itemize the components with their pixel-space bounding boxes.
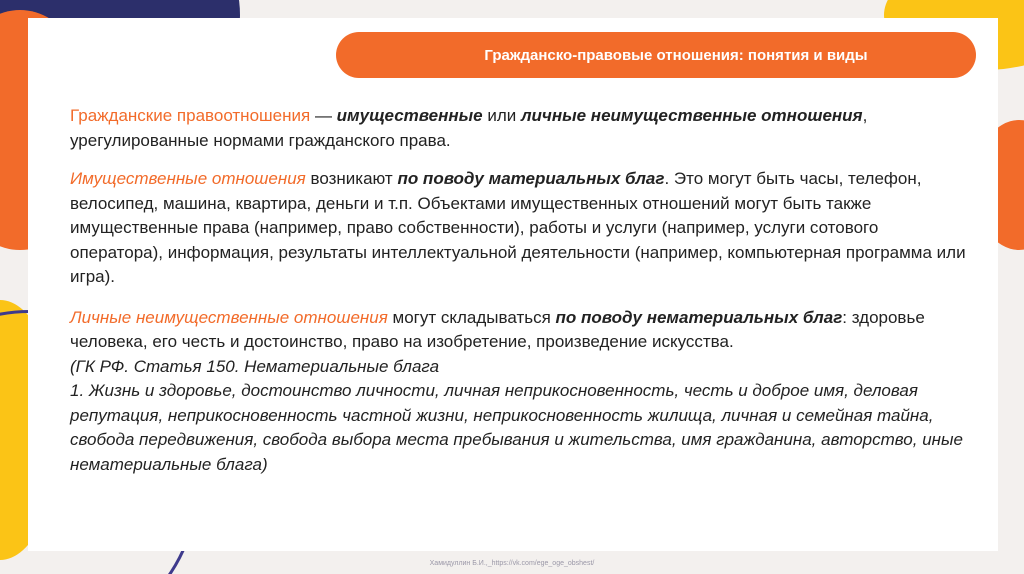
dash-text: — bbox=[310, 106, 337, 125]
paragraph2-mid: возникают bbox=[305, 169, 398, 188]
or-text: или bbox=[482, 106, 521, 125]
paragraph-property-relations bbox=[70, 167, 970, 290]
citation-title: (ГК РФ. Статья 150. Нематериальные блага bbox=[70, 356, 440, 376]
property-term: имущественные bbox=[336, 106, 483, 125]
slide-body bbox=[70, 104, 970, 491]
paragraph2-rest: . Это могут быть часы, телефон, велосипед, машина, квартира, деньги и т.п. Объектами имущественных отношений могут быть также имущественные права (например, право собственности), работы и услуги (например, услуги сотового оператора), информация, результаты интеллектуальной деятельности (например, компьютерная программа или игра). bbox=[70, 169, 966, 286]
paragraph-personal-relations bbox=[70, 306, 970, 478]
material-goods-term: по поводу материальных благ bbox=[397, 169, 665, 188]
term-property-relations: Имущественные отношения bbox=[70, 169, 306, 188]
paragraph-civil-relations bbox=[70, 104, 970, 153]
nonmaterial-goods-term: по поводу нематериальных благ bbox=[555, 307, 843, 327]
term-civil-relations: Гражданские правоотношения bbox=[70, 106, 311, 125]
author-credit: Хамидуллин Б.И.,_https://vk.com/ege_oge_obshest/ bbox=[429, 560, 595, 567]
paragraph3-mid: могут складываться bbox=[387, 307, 556, 327]
citation-body: 1. Жизнь и здоровье, достоинство личности, личная неприкосновенность, честь и доброе имя, деловая репутация, неприкосновенность частной жизни, неприкосновенность жилища, личная и семейная тайна, свобода передвижения, свобода выбора места пребывания и жительства, имя гражданина, авторство, иные нематериальные блага) bbox=[70, 381, 963, 474]
personal-term: личные неимущественные отношения bbox=[520, 106, 863, 125]
slide-title: Гражданско-правовые отношения: понятия и виды bbox=[336, 32, 976, 78]
paragraph1-rest: , урегулированные нормами гражданского права. bbox=[70, 106, 868, 150]
term-personal-relations: Личные неимущественные отношения bbox=[70, 307, 388, 327]
paragraph3-rest: : здоровье человека, его честь и достоинство, право на изобретение, произведение искусства. bbox=[70, 307, 925, 351]
